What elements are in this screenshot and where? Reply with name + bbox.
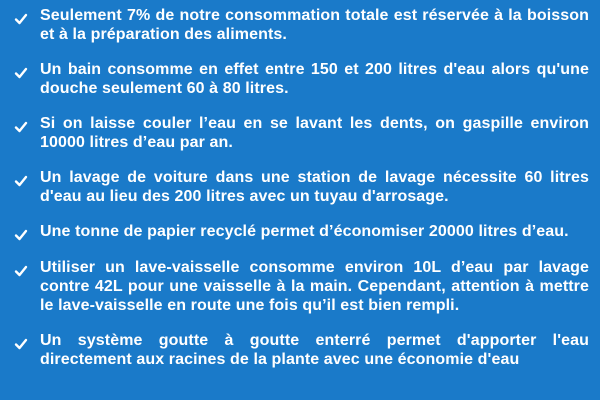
checkmark-icon: [14, 174, 28, 188]
checkmark-icon: [14, 228, 28, 242]
fact-text: Un système goutte à goutte enterré permet d'apporter l'eau directement aux racines de la plante avec une économie d'eau: [40, 332, 589, 368]
list-item: [14, 222, 589, 242]
list-item: [14, 258, 589, 315]
checkmark-icon: [14, 12, 28, 26]
list-item: [14, 114, 589, 152]
list-item: [14, 6, 589, 44]
facts-list: [14, 6, 589, 385]
fact-text: Un bain consomme en effet entre 150 et 200 litres d'eau alors qu'une douche seulement 60 à 80 litres.: [40, 61, 589, 97]
list-item: [14, 60, 589, 98]
fact-text: Si on laisse couler l’eau en se lavant les dents, on gaspille environ 10000 litres d’eau par an.: [40, 115, 589, 151]
checkmark-icon: [14, 66, 28, 80]
fact-text: Seulement 7% de notre consommation totale est réservée à la boisson et à la préparation des aliments.: [40, 7, 589, 43]
fact-text: Utiliser un lave-vaisselle consomme environ 10L d’eau par lavage contre 42L pour une vaisselle à la main. Cependant, attention à mettre le lave-vaisselle en route une fois qu’il est bien rempli.: [40, 259, 589, 314]
list-item: [14, 331, 589, 369]
checkmark-icon: [14, 337, 28, 351]
checkmark-icon: [14, 120, 28, 134]
fact-text: Un lavage de voiture dans une station de lavage nécessite 60 litres d'eau au lieu des 200 litres avec un tuyau d'arrosage.: [40, 169, 589, 205]
list-item: [14, 168, 589, 206]
fact-text: Une tonne de papier recyclé permet d’économiser 20000 litres d’eau.: [40, 223, 569, 240]
checkmark-icon: [14, 264, 28, 278]
